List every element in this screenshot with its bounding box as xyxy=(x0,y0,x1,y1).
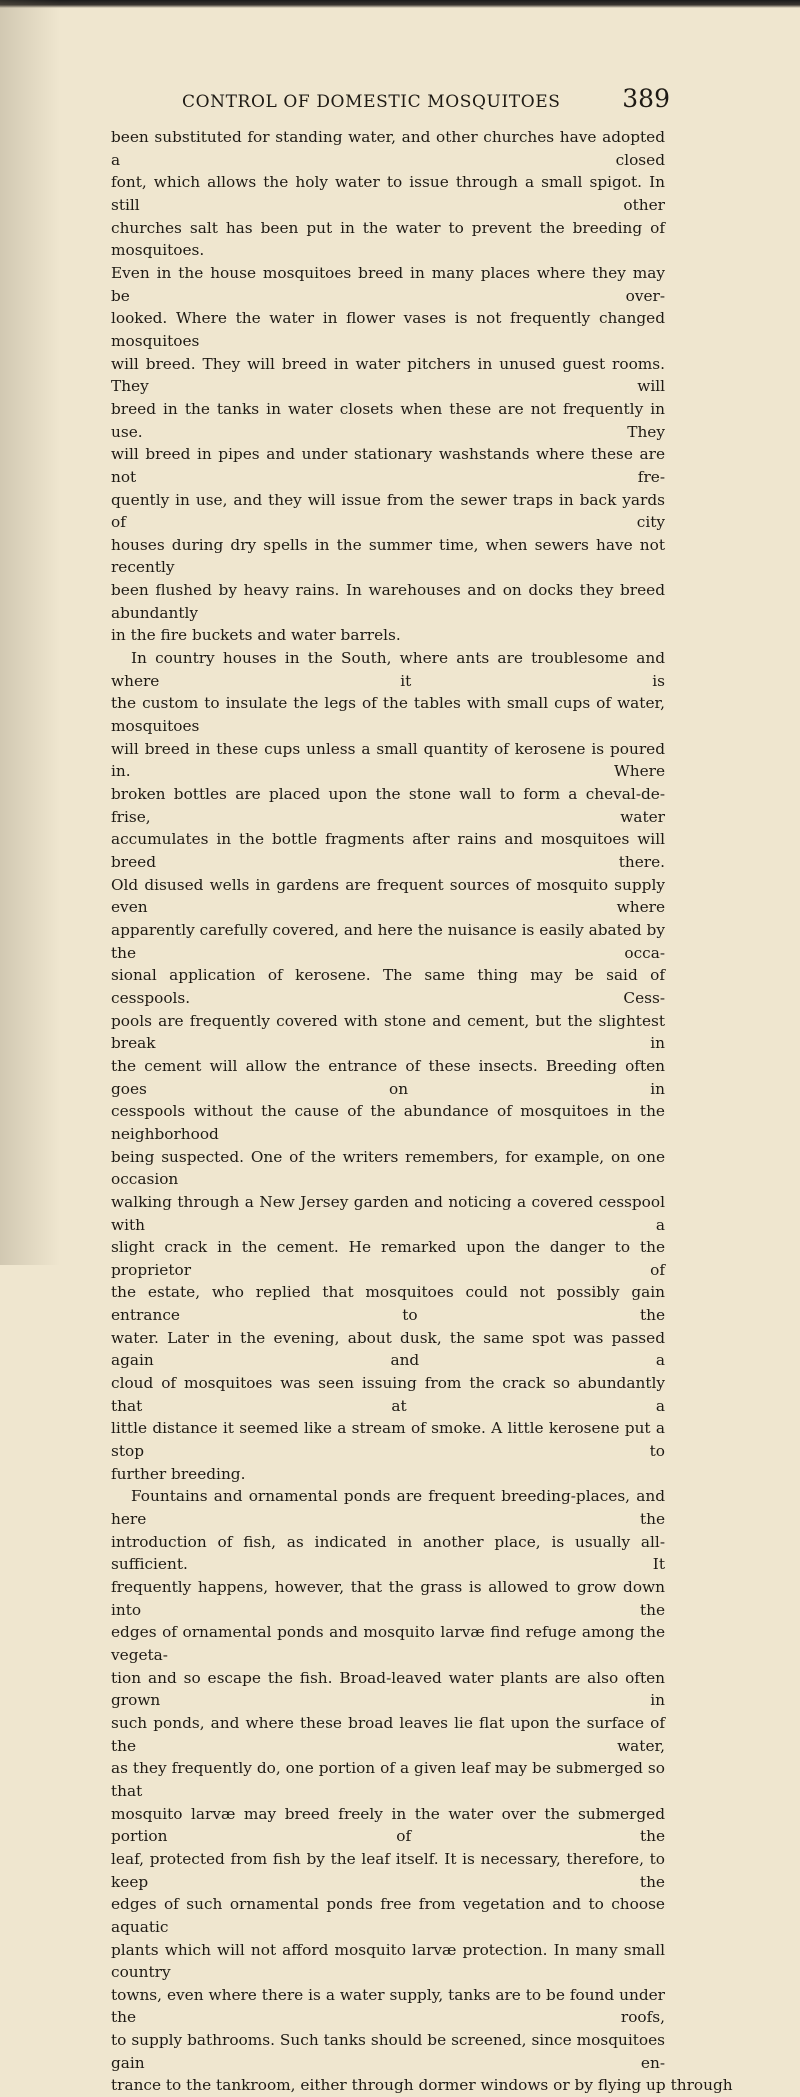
text-line: houses during dry spells in the summer time, when sewers have not recently xyxy=(111,535,665,577)
text-line: plants which will not afford mosquito larvæ protection. In many small country xyxy=(111,1940,665,1982)
text-line: quently in use, and they will issue from the sewer traps in back yards of city xyxy=(111,490,665,532)
page-header xyxy=(60,84,670,124)
paragraph xyxy=(111,126,665,647)
page-top-edge xyxy=(0,0,800,8)
text-line: water. Later in the evening, about dusk, the same spot was passed again and a xyxy=(111,1328,665,1370)
text-line: to supply bathrooms. Such tanks should be screened, since mosquitoes gain en- xyxy=(111,2031,665,2072)
binding-shadow xyxy=(0,0,60,1265)
text-line: apparently carefully covered, and here the nuisance is easily abated by the occa- xyxy=(111,920,665,962)
text-line: been substituted for standing water, and other churches have adopted a closed xyxy=(111,128,665,169)
text-line: being suspected. One of the writers remembers, for example, on one occasion xyxy=(111,1147,665,1189)
text-line: the estate, who replied that mosquitoes could not possibly gain entrance to the xyxy=(111,1283,665,1325)
text-line: frequently happens, however, that the grass is allowed to grow down into the xyxy=(111,1578,665,1619)
text-line: accumulates in the bottle fragments after rains and mosquitoes will breed there. xyxy=(111,830,665,871)
text-line: font, which allows the holy water to issue through a small spigot. In still other xyxy=(111,173,665,214)
text-line: the custom to insulate the legs of the tables with small cups of water, mosquitoes xyxy=(111,694,665,736)
running-title: CONTROL OF DOMESTIC MOSQUITOES xyxy=(182,92,561,112)
text-line: edges of ornamental ponds and mosquito larvæ find refuge among the vegeta- xyxy=(111,1623,665,1664)
text-line: looked. Where the water in flower vases is not frequently changed mosquitoes xyxy=(111,309,665,350)
text-line: introduction of fish, as indicated in another place, is usually all-sufficient. It xyxy=(111,1532,665,1574)
text-line: will breed in these cups unless a small quantity of kerosene is poured in. Where xyxy=(111,739,665,781)
text-line: little distance it seemed like a stream of smoke. A little kerosene put a stop to xyxy=(111,1419,665,1461)
text-line: leaf, protected from fish by the leaf itself. It is necessary, therefore, to keep the xyxy=(111,1849,665,1891)
text-line: trance to the tankroom, either through dormer windows or by flying up through xyxy=(111,2076,733,2095)
text-line: further breeding. xyxy=(111,1464,246,1483)
text-line: the cement will allow the entrance of these insects. Breeding often goes on in xyxy=(111,1056,665,1098)
text-line: mosquito larvæ may breed freely in the water over the submerged portion of the xyxy=(111,1804,665,1846)
text-line: breed in the tanks in water closets when these are not frequently in use. They xyxy=(111,399,665,441)
text-line: will breed in pipes and under stationary washstands where these are not fre- xyxy=(111,445,665,486)
paragraph xyxy=(111,647,665,1485)
text-line: as they frequently do, one portion of a given leaf may be submerged so that xyxy=(111,1759,665,1800)
text-line: sional application of kerosene. The same thing may be said of cesspools. Cess- xyxy=(111,966,665,1007)
text-line: In country houses in the South, where ants are troublesome and where it is xyxy=(111,649,665,690)
text-line: Fountains and ornamental ponds are frequent breeding-places, and here the xyxy=(111,1487,665,1529)
text-line: Even in the house mosquitoes breed in many places where they may be over- xyxy=(111,263,665,305)
page-number: 389 xyxy=(622,84,670,113)
body-text xyxy=(111,126,733,2097)
text-line: cloud of mosquitoes was seen issuing from the crack so abundantly that at a xyxy=(111,1374,665,1415)
text-line: towns, even where there is a water supply, tanks are to be found under the roofs, xyxy=(111,1985,665,2027)
text-line: edges of such ornamental ponds free from vegetation and to choose aquatic xyxy=(111,1895,665,1936)
text-line: cesspools without the cause of the abundance of mosquitoes in the neighborhood xyxy=(111,1102,665,1143)
text-line: tion and so escape the fish. Broad-leaved water plants are also often grown in xyxy=(111,1668,665,1710)
text-line: in the fire buckets and water barrels. xyxy=(111,626,401,645)
text-line: walking through a New Jersey garden and noticing a covered cesspool with a xyxy=(111,1192,665,1234)
text-line: Old disused wells in gardens are frequent sources of mosquito supply even where xyxy=(111,875,665,917)
text-line: pools are frequently covered with stone and cement, but the slightest break in xyxy=(111,1011,665,1053)
text-line: been flushed by heavy rains. In warehouses and on docks they breed abundantly xyxy=(111,581,665,622)
text-line: slight crack in the cement. He remarked upon the danger to the proprietor of xyxy=(111,1238,665,1279)
text-line: will breed. They will breed in water pitchers in unused guest rooms. They will xyxy=(111,354,665,396)
text-line: such ponds, and where these broad leaves lie flat upon the surface of the water, xyxy=(111,1713,665,1755)
text-line: broken bottles are placed upon the stone wall to form a cheval-de-frise, water xyxy=(111,785,665,826)
text-line: churches salt has been put in the water to prevent the breeding of mosquitoes. xyxy=(111,218,665,260)
paragraph xyxy=(111,1485,733,2097)
